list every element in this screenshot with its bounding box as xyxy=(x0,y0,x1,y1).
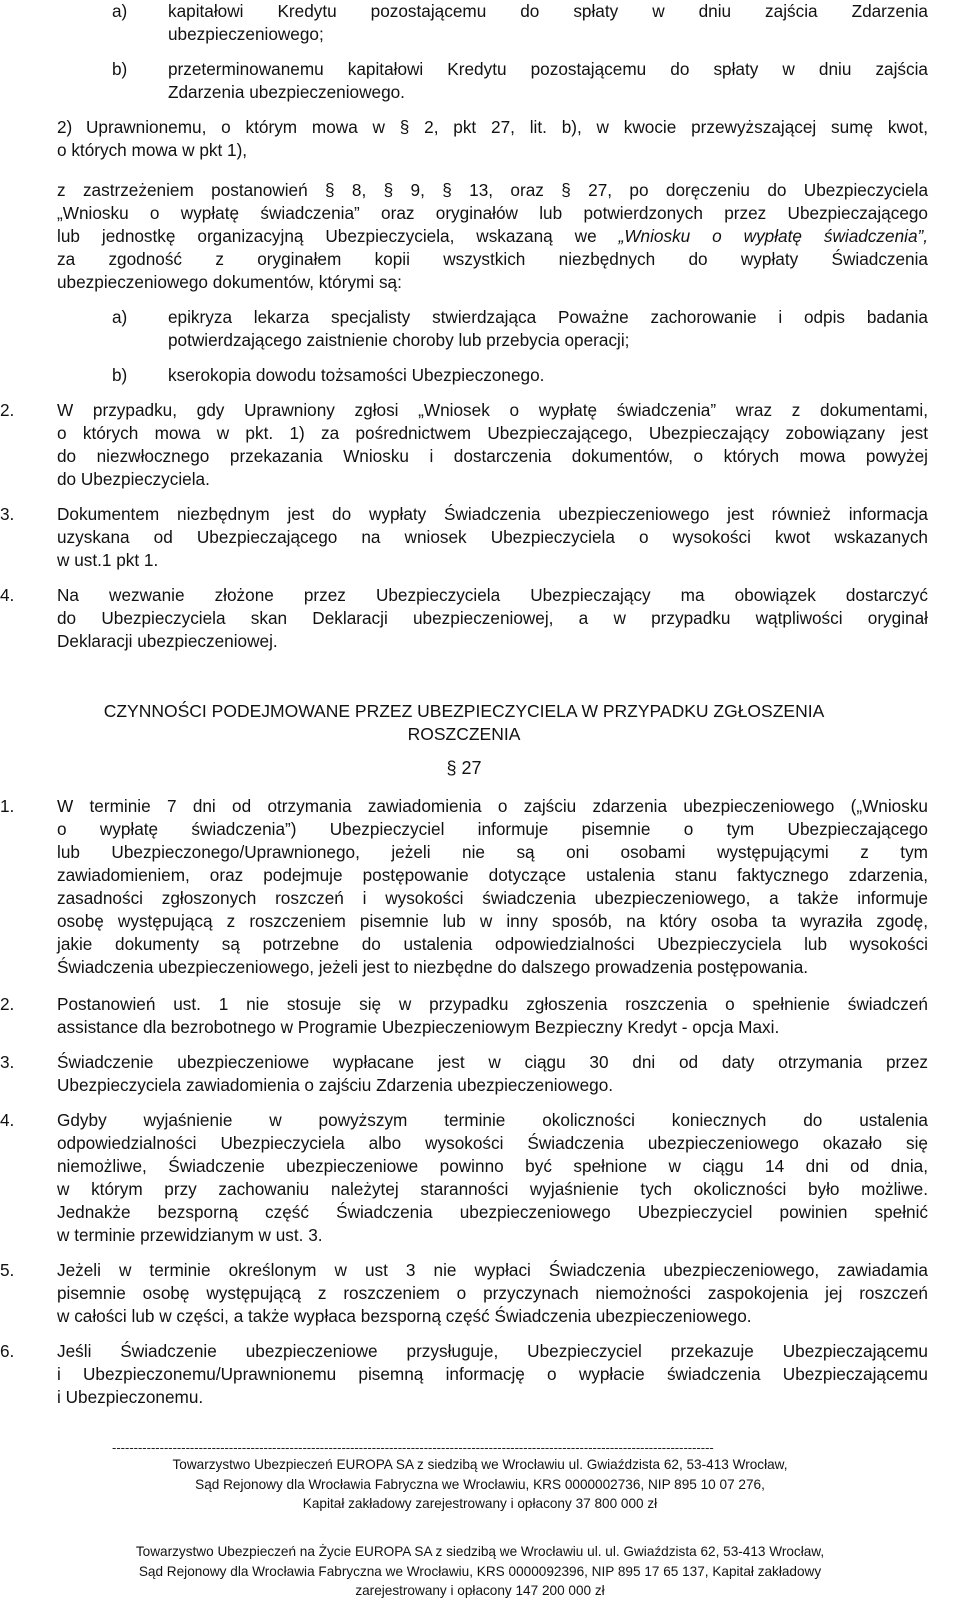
para-2-line: do niezwłocznego przekazania Wniosku i dostarczenia dokumentów, o których mowa powyżej xyxy=(57,446,928,466)
item-marker-2: 2) xyxy=(57,117,73,137)
section-title: CZYNNOŚCI PODEJMOWANE PRZEZ UBEZPIECZYCIELA W PRZYPADKU ZGŁOSZENIA xyxy=(103,701,825,721)
para-4-line: Deklaracji ubezpieczeniowej. xyxy=(57,631,278,651)
list-item-a-line: kapitałowi Kredytu pozostającemu do spłaty w dniu zajścia Zdarzenia xyxy=(168,1,928,21)
paragraph-number: § 27 xyxy=(446,758,482,778)
para-3-line: Dokumentem niezbędnym jest do wypłaty Świadczenia ubezpieczeniowego jest również informacja xyxy=(57,504,928,524)
proviso-line: z zastrzeżeniem postanowień § 8, § 9, § 13, oraz § 27, po doręczeniu do Ubezpieczyciela xyxy=(57,180,928,200)
docs-item-a-line: potwierdzającego zaistnienie choroby lub przebycia operacji; xyxy=(168,330,630,350)
clause-1-line: osobę występującą z roszczeniem pisemnie lub w inny sposób, na który osoba ta wyraziła zgodę, xyxy=(57,911,928,931)
clause-3-line: Ubezpieczyciela zawiadomienia o zajściu Zdarzenia ubezpieczeniowego. xyxy=(57,1075,614,1095)
clause-5-line: w całości lub w części, a także wypłaca bezsporną część Świadczenia ubezpieczeniowego. xyxy=(57,1306,752,1326)
list-item-a-line: ubezpieczeniowego; xyxy=(168,24,324,44)
proviso-line xyxy=(57,225,928,249)
proviso-text: lub jednostkę organizacyjną Ubezpieczyciela, wskazaną we xyxy=(57,226,597,246)
proviso-line: ubezpieczeniowego dokumentów, którymi są: xyxy=(57,272,402,292)
clause-4-line: w którym przy zachowaniu należytej staranności wyjaśnienie tych okoliczności było możliwe. xyxy=(57,1179,928,1199)
clause-4-line: Gdyby wyjaśnienie w powyższym terminie okoliczności koniecznych do ustalenia xyxy=(57,1110,928,1130)
footer-line: Sąd Rejonowy dla Wrocławia Fabryczna we Wrocławiu, KRS 0000002736, NIP 895 10 07 276, xyxy=(195,1476,765,1492)
footer-company-1 xyxy=(0,1455,960,1514)
clause-1-line: o wypłatę świadczenia”) Ubezpieczyciel informuje pisemnie o tym Ubezpieczającego xyxy=(57,819,928,839)
footer-line: Sąd Rejonowy dla Wrocławia Fabryczna we Wrocławiu, KRS 0000092396, NIP 895 17 65 137, Kapitał zakładowy xyxy=(138,1563,822,1579)
clause-4-line: w terminie przewidzianym w ust. 3. xyxy=(57,1225,323,1245)
clause-1-line: lub Ubezpieczonego/Uprawnionego, jeżeli nie są oni osobami występującymi z tym xyxy=(57,842,928,862)
docs-marker-a: a) xyxy=(112,307,128,327)
clause-1-line: Świadczenia ubezpieczeniowego, jeżeli jest to niezbędne do dalszego prowadzenia postępowania. xyxy=(57,957,809,977)
para-marker-4: 4. xyxy=(0,585,15,605)
para-4-line: Na wezwanie złożone przez Ubezpieczyciela Ubezpieczający ma obowiązek dostarczyć xyxy=(57,585,928,605)
clause-marker-5: 5. xyxy=(0,1260,15,1280)
clause-4-line: odpowiedzialności Ubezpieczyciela albo wysokości Świadczenia ubezpieczeniowego okazało się xyxy=(57,1133,928,1153)
list-item-b-line: Zdarzenia ubezpieczeniowego. xyxy=(168,82,405,102)
clause-5-line: pisemnie osobę występującą z roszczeniem o przyczynach niemożności zaspokojenia jej roszczeń xyxy=(57,1283,928,1303)
para-marker-2: 2. xyxy=(0,400,15,420)
list-marker-b: b) xyxy=(112,59,128,79)
item-2-line: Uprawnionemu, o którym mowa w § 2, pkt 27, lit. b), w kwocie przewyższającej sumę kwot, xyxy=(86,117,928,137)
para-3-line: uzyskana od Ubezpieczającego na wniosek Ubezpieczyciela o wysokości kwot wskazanych xyxy=(57,527,928,547)
clause-marker-3: 3. xyxy=(0,1052,15,1072)
footer-line: Towarzystwo Ubezpieczeń EUROPA SA z siedzibą we Wrocławiu ul. Gwiaździsta 62, 53-413 Wrocław, xyxy=(172,1457,788,1472)
para-2-line: o których mowa w pkt. 1) za pośrednictwem Ubezpieczającego, Ubezpieczający zobowiązany jest xyxy=(57,423,928,443)
clause-5-line: Jeżeli w terminie określonym w ust 3 nie wypłaci Świadczenia ubezpieczeniowego, zawiadamia xyxy=(57,1260,928,1280)
para-2-line: W przypadku, gdy Uprawniony zgłosi „Wniosek o wypłatę świadczenia” wraz z dokumentami, xyxy=(57,400,928,420)
para-3-line: w ust.1 pkt 1. xyxy=(57,550,159,570)
clause-1-line: zawiadomieniem, oraz podejmuje postępowanie dotyczące ustalenia stanu faktycznego zdarzenia, xyxy=(57,865,928,885)
docs-item-b-line: kserokopia dowodu tożsamości Ubezpieczonego. xyxy=(168,365,545,385)
clause-1-line: W terminie 7 dni od otrzymania zawiadomienia o zajściu zdarzenia ubezpieczeniowego („Wniosku xyxy=(57,796,928,816)
para-4-line: do Ubezpieczyciela skan Deklaracji ubezpieczeniowej, a w przypadku wątpliwości oryginał xyxy=(57,608,928,628)
footer-divider: ------------------------------------------------------------------------------------------------------------------------------------------- xyxy=(112,1441,714,1455)
clause-4-line: niemożliwe, Świadczenie ubezpieczeniowe powinno być spełnione w ciągu 14 dni od dnia, xyxy=(57,1156,928,1176)
clause-1-line: zasadności zgłoszonych roszczeń i wysokości świadczenia ubezpieczeniowego, a także informuje xyxy=(57,888,928,908)
para-2-line: do Ubezpieczyciela. xyxy=(57,469,210,489)
clause-marker-2: 2. xyxy=(0,994,15,1014)
clause-2-line: Postanowień ust. 1 nie stosuje się w przypadku zgłoszenia roszczenia o spełnienie świadczeń xyxy=(57,994,928,1014)
proviso-line: za zgodność z oryginałem kopii wszystkich niezbędnych do wypłaty Świadczenia xyxy=(57,249,928,269)
docs-marker-b: b) xyxy=(112,365,128,385)
clause-marker-6: 6. xyxy=(0,1341,15,1361)
footer-line: Towarzystwo Ubezpieczeń na Życie EUROPA SA z siedzibą we Wrocławiu ul. ul. Gwiaździsta 62, 53-413 Wrocław, xyxy=(135,1544,825,1559)
clause-marker-4: 4. xyxy=(0,1110,15,1130)
clause-6-line: i Ubezpieczonemu. xyxy=(57,1387,204,1407)
section-title: ROSZCZENIA xyxy=(407,724,521,744)
clause-1-line: jakie dokumenty są potrzebne do ustalenia odpowiedzialności Ubezpieczyciela lub wysokości xyxy=(57,934,928,954)
clause-3-line: Świadczenie ubezpieczeniowe wypłacane jest w ciągu 30 dni od daty otrzymania przez xyxy=(57,1052,928,1072)
clause-marker-1: 1. xyxy=(0,796,15,816)
docs-item-a-line: epikryza lekarza specjalisty stwierdzająca Poważne zachorowanie i odpis badania xyxy=(168,307,928,327)
clause-4-line: Jednakże bezsporną część Świadczenia ubezpieczeniowego Ubezpieczyciel powinien spełnić xyxy=(57,1202,928,1222)
item-2-line: o których mowa w pkt 1), xyxy=(57,140,248,160)
list-marker-a: a) xyxy=(112,1,128,21)
clause-6-line: i Ubezpieczonemu/Uprawnionemu pisemną informację o wypłacie świadczenia Ubezpieczającemu xyxy=(57,1364,928,1384)
para-marker-3: 3. xyxy=(0,504,15,524)
footer-company-2 xyxy=(0,1542,960,1601)
clause-6-line: Jeśli Świadczenie ubezpieczeniowe przysługuje, Ubezpieczyciel przekazuje Ubezpieczającemu xyxy=(57,1341,928,1361)
proviso-line: „Wniosku o wypłatę świadczenia” oraz oryginałów lub potwierdzonych przez Ubezpieczającego xyxy=(57,203,928,223)
footer-line: zarejestrowany i opłacony 147 200 000 zł xyxy=(355,1583,605,1598)
clause-2-line: assistance dla bezrobotnego w Programie Ubezpieczeniowym Bezpieczny Kredyt - opcja Maxi. xyxy=(57,1017,780,1037)
footer-line: Kapitał zakładowy zarejestrowany i opłacony 37 800 000 zł xyxy=(302,1496,658,1511)
list-item-b-line: przeterminowanemu kapitałowi Kredytu pozostającemu do spłaty w dniu zajścia xyxy=(168,59,928,79)
proviso-form-name: „Wniosku o wypłatę świadczenia”, xyxy=(618,226,929,246)
